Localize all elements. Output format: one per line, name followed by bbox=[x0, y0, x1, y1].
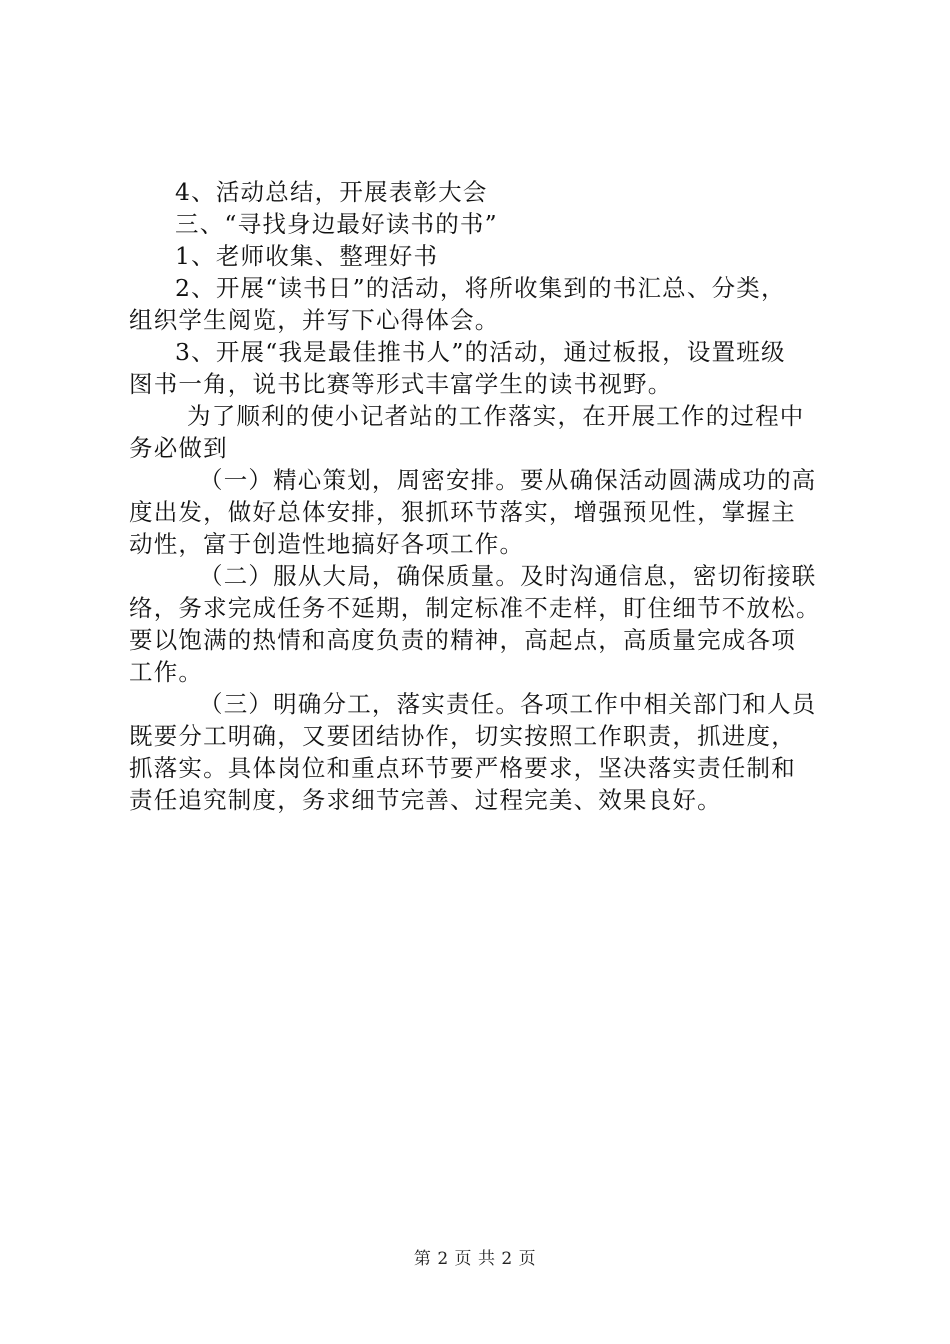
paragraph-line: 要以饱满的热情和高度负责的精神，高起点，高质量完成各项 bbox=[129, 626, 796, 654]
list-item-activity-summary: 4、活动总结，开展表彰大会 bbox=[175, 178, 488, 206]
paragraph-intro: 为了顺利的使小记者站的工作落实，在开展工作的过程中 bbox=[187, 402, 805, 430]
paragraph-line: 图书一角，说书比赛等形式丰富学生的读书视野。 bbox=[129, 370, 673, 398]
paragraph-line: 责任追究制度，务求细节完善、过程完美、效果良好。 bbox=[129, 786, 722, 814]
paragraph-line: 抓落实。具体岗位和重点环节要严格要求，坚决落实责任制和 bbox=[129, 754, 796, 782]
paragraph-line: 既要分工明确，又要团结协作，切实按照工作职责，抓进度， bbox=[129, 722, 796, 750]
paragraph-line: 动性，富于创造性地搞好各项工作。 bbox=[129, 530, 525, 558]
point-one: （一）精心策划，周密安排。要从确保活动圆满成功的高 bbox=[199, 466, 817, 494]
paragraph-line: 组织学生阅览，并写下心得体会。 bbox=[129, 306, 500, 334]
list-item-reading-day: 2、开展“读书日”的活动，将所收集到的书汇总、分类， bbox=[175, 274, 786, 302]
list-item-best-recommender: 3、开展“我是最佳推书人”的活动，通过板报，设置班级 bbox=[175, 338, 786, 366]
page-number-footer: 第 2 页 共 2 页 bbox=[413, 1249, 537, 1269]
point-three: （三）明确分工，落实责任。各项工作中相关部门和人员 bbox=[199, 690, 817, 718]
point-two: （二）服从大局，确保质量。及时沟通信息，密切衔接联 bbox=[199, 562, 817, 590]
paragraph-line: 务必做到 bbox=[129, 434, 228, 462]
paragraph-line: 工作。 bbox=[129, 658, 204, 686]
paragraph-line: 络，务求完成任务不延期，制定标准不走样，盯住细节不放松。 bbox=[129, 594, 821, 622]
paragraph-line: 度出发，做好总体安排，狠抓环节落实，增强预见性，掌握主 bbox=[129, 498, 796, 526]
section-heading-three: 三、“寻找身边最好读书的书” bbox=[175, 210, 498, 238]
list-item-teacher-collect: 1、老师收集、整理好书 bbox=[175, 242, 439, 270]
document-body bbox=[129, 176, 841, 816]
